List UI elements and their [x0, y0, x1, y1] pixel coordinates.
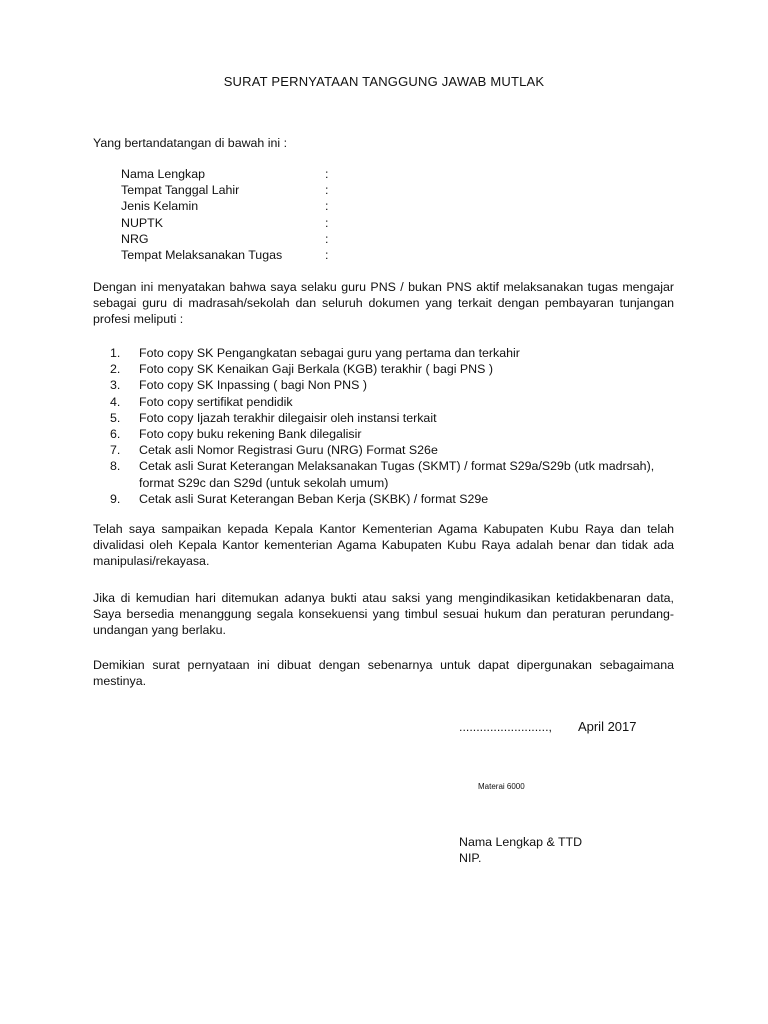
list-text: Foto copy SK Kenaikan Gaji Berkala (KGB) terakhir ( bagi PNS ) [139, 362, 493, 377]
list-item [110, 377, 676, 393]
materai-stamp-label: Materai 6000 [478, 782, 525, 791]
list-text: Cetak asli Nomor Registrasi Guru (NRG) Format S26e [139, 443, 438, 458]
field-label: Tempat Melaksanakan Tugas [121, 247, 283, 262]
list-item [110, 361, 676, 377]
field-colon: : [325, 247, 329, 262]
list-number: 6. [110, 427, 121, 442]
field-label: NUPTK [121, 215, 163, 230]
consequence-paragraph: Jika di kemudian hari ditemukan adanya bukti atau saksi yang mengindikasikan ketidakbenaran data, Saya bersedia menanggung segala konsekuensi yang timbul sesuai hukum dan peraturan perundang-undangan yang berlaku. [93, 591, 674, 638]
list-number: 9. [110, 491, 121, 506]
document-title: SURAT PERNYATAAN TANGGUNG JAWAB MUTLAK [223, 74, 545, 89]
field-nama-lengkap [121, 166, 335, 182]
signature-block [459, 834, 582, 866]
list-item [110, 394, 676, 410]
list-number: 8. [110, 459, 121, 474]
signature-nip: NIP. [459, 851, 482, 865]
list-number: 1. [110, 346, 121, 360]
list-text: Cetak asli Surat Keterangan Melaksanakan Tugas (SKMT) / format S29a/S29b (utk madrsah), format S29c dan S29d (untuk sekolah umum) [139, 459, 655, 490]
field-colon: : [325, 231, 329, 246]
field-colon: : [325, 183, 329, 198]
list-number: 4. [110, 394, 121, 409]
list-item [110, 442, 676, 458]
statement-paragraph: Dengan ini menyatakan bahwa saya selaku guru PNS / bukan PNS aktif melaksanakan tugas mengajar sebagai guru di madrasah/sekolah dan seluruh dokumen yang terkait dengan pembayaran tunjangan profesi meliputi : [93, 280, 674, 327]
field-colon: : [325, 167, 329, 181]
date-place: .........................., [459, 720, 552, 734]
list-number: 3. [110, 378, 121, 393]
field-label: Nama Lengkap [121, 167, 206, 181]
list-number: 7. [110, 443, 121, 458]
validation-paragraph: Telah saya sampaikan kepada Kepala Kantor Kementerian Agama Kabupaten Kubu Raya dan telah divalidasi oleh Kepala Kantor kementerian Agama Kabupaten Kubu Raya adalah benar dan tidak ada manipulasi/rekayasa. [93, 522, 674, 569]
list-item [110, 410, 676, 426]
field-colon: : [325, 199, 329, 214]
list-item [110, 345, 676, 361]
signature-name: Nama Lengkap & TTD [459, 835, 583, 849]
intro-text: Yang bertandatangan di bawah ini : [93, 136, 288, 150]
date-month: April 2017 [577, 719, 637, 734]
field-tempat-melaksanakan-tugas [121, 247, 335, 263]
document-list [110, 345, 676, 507]
list-number: 5. [110, 410, 121, 425]
field-label: NRG [121, 231, 149, 246]
field-colon: : [325, 215, 329, 230]
closing-paragraph: Demikian surat pernyataan ini dibuat dengan sebenarnya untuk dapat dipergunakan sebagaimana mestinya. [93, 658, 674, 689]
field-tempat-tanggal-lahir [121, 182, 335, 198]
list-item [110, 491, 676, 507]
list-item [110, 458, 676, 490]
field-label: Jenis Kelamin [121, 199, 199, 214]
field-nrg [121, 231, 335, 247]
list-text: Cetak asli Surat Keterangan Beban Kerja (SKBK) / format S29e [139, 491, 489, 506]
field-label: Tempat Tanggal Lahir [121, 183, 240, 198]
list-item [110, 426, 676, 442]
date-line [459, 719, 637, 735]
field-jenis-kelamin [121, 198, 335, 214]
list-number: 2. [110, 362, 121, 377]
list-text: Foto copy SK Pengangkatan sebagai guru yang pertama dan terkahir [139, 346, 520, 360]
list-text: Foto copy buku rekening Bank dilegalisir [139, 427, 362, 442]
field-nuptk [121, 215, 335, 231]
list-text: Foto copy sertifikat pendidik [139, 394, 293, 409]
list-text: Foto copy Ijazah terakhir dilegaisir oleh instansi terkait [139, 410, 437, 425]
identity-fields [121, 166, 335, 263]
list-text: Foto copy SK Inpassing ( bagi Non PNS ) [139, 378, 367, 393]
